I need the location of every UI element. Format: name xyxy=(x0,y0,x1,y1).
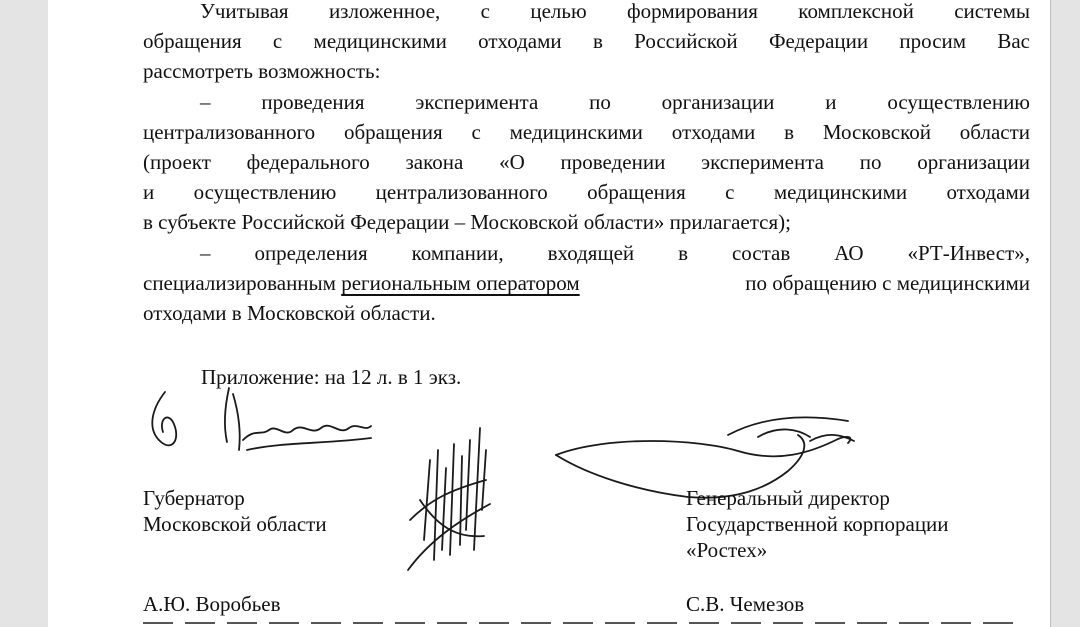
left-signatory-name: А.Ю. Воробьев xyxy=(143,592,281,616)
item1-line4: и осуществлению централизованного обращения с медицинскими отходами xyxy=(143,180,1030,204)
para1-line3: рассмотреть возможность: xyxy=(143,59,381,83)
right-position-line3: «Ростех» xyxy=(686,538,768,562)
signature-scribble xyxy=(390,420,510,570)
signature-governor xyxy=(143,380,383,470)
item2-line3: отходами в Московской области. xyxy=(143,301,436,325)
item1-line2: централизованного обращения с медицинскими отходами в Московской области xyxy=(143,120,1030,144)
scan-left-margin xyxy=(0,0,48,627)
right-position-line1: Генеральный директор xyxy=(686,486,890,510)
cut-off-footer-line xyxy=(143,622,1023,624)
para1-line2: обращения с медицинскими отходами в Российской Федерации просим Вас xyxy=(143,29,1030,53)
para1-line1: Учитывая изложенное, с целью формирования комплексной системы xyxy=(200,0,1030,23)
item1-line3: (проект федерального закона «О проведении эксперимента по организации xyxy=(143,150,1030,174)
item2-line2-start: специализированным xyxy=(143,271,342,295)
left-position-line1: Губернатор xyxy=(143,486,245,510)
page-edge-right xyxy=(1050,0,1051,627)
item1-line1: – проведения эксперимента по организации и осуществлению xyxy=(200,90,1030,114)
right-position-line2: Государственной корпорации xyxy=(686,512,949,536)
item2-line1: – определения компании, входящей в состав АО «РТ-Инвест», xyxy=(200,241,1030,265)
right-signatory-name: С.В. Чемезов xyxy=(686,592,805,616)
regional-operator-underlined: региональным оператором xyxy=(341,271,580,295)
item2-line2-end: по обращению с медицинскими xyxy=(740,271,1030,295)
item2-line2 xyxy=(143,268,1030,298)
left-position-line2: Московской области xyxy=(143,512,327,536)
item1-line5: в субъекте Российской Федерации – Московской области» прилагается); xyxy=(143,210,791,234)
document-page xyxy=(48,0,1050,627)
scan-right-margin xyxy=(1050,0,1080,627)
attachment-note: Приложение: на 12 л. в 1 экз. xyxy=(201,365,462,389)
